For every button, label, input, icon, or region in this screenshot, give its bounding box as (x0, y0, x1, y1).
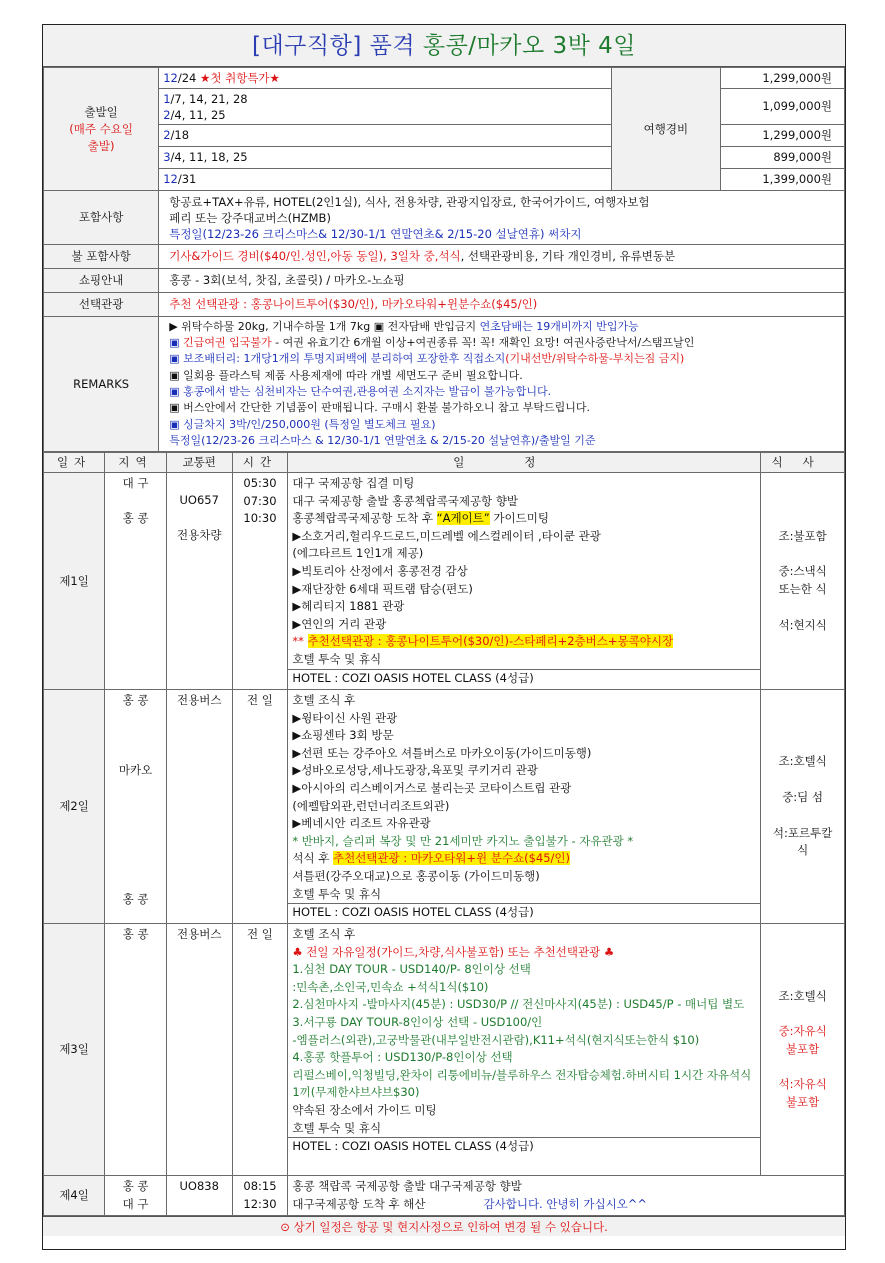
plan-line (292, 850, 756, 868)
plan-text: 홍콩첵랍콕국제공항 도착 후 (292, 511, 437, 526)
dep-month: 12 (163, 172, 178, 186)
plan-line: 4.홍콩 핫플투어 : USD130/P-8인이상 선택 (292, 1050, 513, 1065)
region-name: 홍 콩 (122, 510, 149, 525)
hotel-line: HOTEL : COZI OASIS HOTEL CLASS (4성급) (288, 669, 760, 688)
meal-lunch: 또는한 식 (778, 582, 827, 596)
plan-line: (에그타르트 1인1개 제공) (292, 546, 424, 561)
remark: ▣ 보조배터리: 1개당1개의 투명지퍼백에 분리하여 포장한후 직접소지 (169, 352, 506, 366)
dep-days: /24 (177, 70, 201, 85)
remark-highlight: (기내선반/위탁수하물-부치는짐 금지) (505, 352, 685, 366)
transport-mode: 전용버스 (177, 927, 222, 941)
region-name: 대 구 (122, 476, 149, 490)
included-line: 항공료+TAX+유류, HOTEL(2인1실), 식사, 전용차량, 관광지입장료, 한국어가이드, 여행자보험 (169, 194, 650, 209)
plan-line: ▶베네시안 리조트 자유관광 (292, 816, 431, 831)
plan-line: 3.서구룡 DAY TOUR-8인이상 선택 - USD100/인 (292, 1014, 543, 1029)
title-part-grade: 품격 (361, 33, 423, 59)
plan-line: 1.심천 DAY TOUR - USD140/P- 8인이상 선택 (292, 962, 531, 977)
plan-line: 호텔 조식 후 (292, 927, 356, 941)
plan-line: ▶윙타이신 사원 관광 (292, 710, 398, 725)
plan-line: :민속촌,소인국,민속쇼 +석식1식($10) (292, 979, 489, 994)
remark-highlight: 긴급여권 입국불가 (183, 336, 272, 350)
plan-line: ▶아시아의 리스베이거스로 불리는곳 코타이스트립 관광 (292, 780, 572, 795)
transport (166, 1176, 232, 1216)
time: 전 일 (247, 693, 273, 707)
remark: ▣ 일회용 플라스틱 제품 사용제재에 따라 개별 세면도구 준비 필요합니다. (169, 368, 523, 382)
meal-breakfast: 조:호텔식 (778, 754, 827, 769)
optional-tour-highlight: 추천선택관광 : 홍콩나이트투어($30/인)-스타페리+2층버스+몽콕야시장 (307, 634, 674, 649)
surcharge-line: 특정일(12/23-26 크리스마스& 12/30-1/1 연말연초& 2/15-20 설날연휴) 써차지 (169, 226, 582, 241)
remark: ▣ 싱글차지 3박/인/250,000원 (특정일 별도체크 필요) (169, 417, 436, 431)
plan-text: ** (292, 634, 308, 649)
meal-dinner: 석:자유식 (778, 1077, 827, 1092)
itinerary-sheet (42, 24, 846, 1250)
plan-line (292, 1196, 840, 1214)
departure-label-text: 출발일 (84, 104, 118, 119)
time: 08:15 (243, 1179, 277, 1193)
time: 10:30 (243, 511, 277, 526)
meal-lunch: 중:자유식 (778, 1024, 827, 1039)
remarks-text (159, 317, 845, 452)
remarks-label: REMARKS (44, 317, 159, 452)
plan-text: 가이드미팅 (489, 511, 549, 526)
plan-line: ▶재단장한 6세대 픽트램 탑승(편도) (292, 581, 473, 596)
times (232, 1176, 288, 1216)
remark: - 여권 유효기간 6개월 이상+여권종류 꼭! 꼭! 재확인 요망! 여권사증란낙서/스탬프날인 (271, 336, 695, 350)
price-5: 1,399,000원 (721, 169, 845, 191)
region (105, 690, 167, 924)
plan-line: ▶성바오로성당,세나도광장,육포및 쿠키거리 관광 (292, 763, 538, 778)
region-name: 홍 콩 (122, 693, 149, 707)
meals (761, 690, 845, 924)
day-plan (288, 1176, 845, 1216)
page-title (43, 25, 845, 67)
plan-line: 호텔 투숙 및 휴식 (292, 651, 382, 666)
included-text (159, 191, 845, 245)
times (232, 473, 288, 690)
meal-lunch: 중:딤 섬 (782, 789, 824, 804)
plan-line: ▶연인의 거리 관광 (292, 616, 387, 631)
plan-line: 대구 국제공항 집결 미팅 (292, 476, 415, 490)
plan-line: 호텔 조식 후 (292, 693, 356, 707)
region (105, 473, 167, 690)
gate-highlight: “A게이트” (436, 511, 490, 526)
included-line: 페리 또는 강주대교버스(HZMB) (169, 210, 331, 225)
plan-line (292, 633, 756, 651)
dep-days: /18 (170, 128, 190, 142)
price-1: 1,299,000원 (721, 68, 845, 89)
dep-row-5 (159, 169, 611, 191)
flight-number: UO657 (179, 493, 219, 507)
day-plan (288, 473, 761, 690)
remark-highlight: 연초담배는 19개비까지 반입가능 (479, 319, 639, 333)
title-part-route: [대구직항] (251, 33, 362, 59)
header-meal: 식사 (761, 453, 845, 473)
header-day: 일자 (44, 453, 105, 473)
departure-sub: (매주 수요일 출발) (69, 121, 133, 153)
meal-dinner: 석:현지식 (778, 617, 827, 632)
plan-line: * 반바지, 슬리퍼 복장 및 만 21세미만 카지노 출입불가 - 자유관광 * (292, 833, 634, 848)
meal-lunch: 불포함 (785, 1041, 820, 1056)
region-name: 홍 콩 (122, 1179, 149, 1193)
dep-days: /31 (177, 172, 197, 186)
remark: ▣ 홍콩에서 받는 심천비자는 단수여권,관용여권 소지자는 발급이 불가능합니다. (169, 385, 552, 398)
transport (166, 690, 232, 924)
info-table (43, 67, 845, 452)
shopping-text: 홍콩 - 3회(보석, 찻집, 초콜릿) / 마카오-노쇼핑 (159, 269, 845, 293)
plan-line: (에펠탑외관,런던너리조트외관) (292, 798, 450, 813)
departure-label (44, 68, 159, 191)
optional-tour-highlight: 추천선택관광 : 마카오타워+윈 분수쇼($45/인) (332, 851, 571, 866)
excluded-text (159, 245, 845, 269)
dep-month: 2 (163, 107, 171, 122)
meal-breakfast: 조:불포함 (778, 528, 827, 543)
remark: 특정일(12/23-26 크리스마스 & 12/30-1/1 연말연초 & 2/15-20 설날연휴)/출발일 기준 (169, 433, 596, 447)
plan-line: 호텔 투숙 및 휴식 (292, 1120, 382, 1135)
region (105, 924, 167, 1176)
plan-line: 리펄스베이,익청빌딩,완차이 리퉁에비뉴/블루하우스 전자탑승체험.하버시티 1시간 자유석식1끼(무제한샤브샤브$30) (292, 1067, 752, 1100)
excluded-label: 불 포함사항 (44, 245, 159, 269)
meal-lunch: 중:스낵식 (778, 564, 827, 579)
dep-days: /7, 14, 21, 28 (170, 91, 248, 106)
price-2: 1,099,000원 (721, 89, 845, 125)
header-transport: 교통편 (166, 453, 232, 473)
time: 12:30 (243, 1196, 277, 1211)
dep-month: 1 (163, 91, 171, 106)
schedule-table (43, 452, 845, 1216)
times (232, 924, 288, 1176)
transport (166, 924, 232, 1176)
title-part-dest: 홍콩/마카오 (422, 33, 545, 59)
dep-month: 12 (163, 70, 178, 85)
header-time: 시간 (232, 453, 288, 473)
title-part-duration: 3박 4일 (544, 33, 637, 59)
plan-line: ♣ 전일 자유일정(가이드,차량,식사불포함) 또는 추천선택관광 ♣ (292, 944, 615, 959)
meal-dinner: 불포함 (785, 1094, 820, 1109)
plan-line: 호텔 투숙 및 휴식 (292, 886, 382, 901)
plan-line: 홍콩 책랍콕 국제공항 출발 대구국제공항 향발 (292, 1179, 522, 1193)
region (105, 1176, 167, 1216)
day-plan (288, 924, 761, 1176)
day-plan (288, 690, 761, 924)
plan-line: 대구 국제공항 출발 홍콩첵랍콕국제공항 향발 (292, 493, 519, 508)
excluded-rest: , 선택관광비용, 기타 개인경비, 유류변동분 (460, 249, 676, 263)
plan-line: ▶빅토리아 산정에서 홍콩전경 감상 (292, 563, 468, 578)
time: 07:30 (243, 493, 277, 508)
price-4: 899,000원 (721, 147, 845, 169)
meal-dinner: 석:포르투칼 (772, 825, 833, 840)
meals (761, 473, 845, 690)
optional-text: 추천 선택관광 : 홍콩나이트투어($30/인), 마카오타워+윈분수쇼($45/인) (159, 293, 845, 317)
farewell-text: 감사합니다. 안녕히 가십시오^^ (483, 1196, 648, 1211)
time: 전 일 (247, 927, 273, 941)
hotel-line: HOTEL : COZI OASIS HOTEL CLASS (4성급) (288, 903, 760, 922)
dep-promo: ★첫 취항특가★ (200, 70, 280, 85)
region-name: 홍 콩 (122, 892, 149, 907)
excluded-fees: 기사&가이드 경비($40/인.성인,아동 동일), 3일차 중,석식 (169, 249, 461, 263)
region-name: 홍 콩 (122, 927, 149, 941)
dep-month: 2 (163, 128, 171, 142)
dep-row-1 (159, 68, 611, 89)
region-name: 대 구 (122, 1196, 149, 1211)
plan-line: ▶소호거리,헐리우드로드,미드레벨 에스컬레이터 ,타이쿤 관광 (292, 528, 601, 543)
shopping-label: 쇼핑안내 (44, 269, 159, 293)
included-label: 포함사항 (44, 191, 159, 245)
plan-line: -엠플러스(외관),고궁박물관(내부일반전시관람),K11+석식(현지식또는한식 $10) (292, 1032, 700, 1047)
time: 05:30 (243, 476, 277, 490)
hotel-line: HOTEL : COZI OASIS HOTEL CLASS (4성급) (288, 1137, 760, 1156)
header-region: 지역 (105, 453, 167, 473)
plan-text: 대구국제공항 도착 후 해산 (292, 1196, 426, 1211)
meal-breakfast: 조:호텔식 (778, 988, 827, 1003)
optional-label: 선택관광 (44, 293, 159, 317)
dep-row-2 (159, 89, 611, 125)
plan-line: ▶헤리티지 1881 관광 (292, 599, 405, 614)
day-label: 제3일 (44, 924, 105, 1176)
remark: ▶ 위탁수하물 20kg, 기내수하물 1개 7kg ▣ 전자담배 반입금지 (169, 319, 480, 333)
dep-month: 3 (163, 150, 171, 164)
region-name: 마카오 (118, 762, 153, 777)
remark: ▣ 버스안에서 간단한 기념품이 판매됩니다. 구매시 환불 불가하오니 참고 부탁드립니다. (169, 401, 590, 415)
footer-notice: ⊙ 상기 일정은 항공 및 현지사정으로 인하여 변경 될 수 있습니다. (43, 1216, 845, 1236)
fee-label: 여행경비 (611, 68, 721, 191)
meal-dinner: 식 (797, 843, 809, 858)
transport (166, 473, 232, 690)
day-label: 제4일 (44, 1176, 105, 1216)
dep-row-3 (159, 125, 611, 147)
plan-line: 2.심천마사지 -발마사지(45분) : USD30/P // 전신마사지(45분) : USD45/P - 매너팁 별도 (292, 997, 745, 1012)
plan-line: ▶선편 또는 강주아오 셔틀버스로 마카오이동(가이드미동행) (292, 745, 592, 760)
plan-line: ▶쇼핑센타 3회 방문 (292, 728, 394, 743)
plan-line (292, 510, 756, 528)
dep-days: /4, 11, 25 (170, 107, 226, 122)
day-label: 제2일 (44, 690, 105, 924)
price-3: 1,299,000원 (721, 125, 845, 147)
flight-number: UO838 (179, 1179, 219, 1193)
plan-line: 셔틀편(강주오대교)으로 홍콩이동 (가이드미동행) (292, 868, 540, 883)
transport-mode: 전용차량 (177, 527, 222, 542)
remark: ▣ (169, 336, 184, 350)
transport-mode: 전용버스 (177, 693, 222, 707)
header-plan: 일정 (288, 453, 761, 473)
plan-line: 약속된 장소에서 가이드 미팅 (292, 1102, 437, 1117)
day-label: 제1일 (44, 473, 105, 690)
times (232, 690, 288, 924)
dep-days: /4, 11, 18, 25 (170, 150, 248, 164)
plan-text: 석식 후 (292, 851, 333, 866)
meals (761, 924, 845, 1176)
dep-row-4 (159, 147, 611, 169)
